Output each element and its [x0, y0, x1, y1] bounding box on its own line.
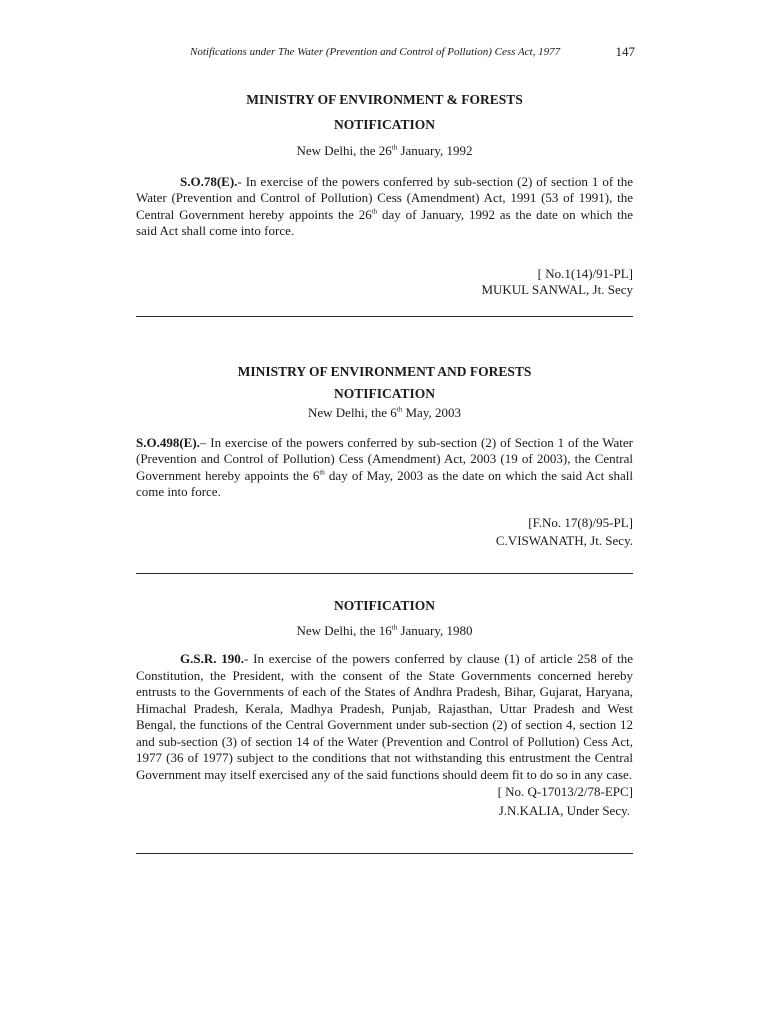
notification-3: [136, 598, 633, 819]
running-title: Notifications under The Water (Prevention and Control of Pollution) Cess Act, 1977: [190, 46, 561, 58]
notification-1: [136, 92, 633, 299]
notification-body: S.O.498(E).– In exercise of the powers conferred by sub-section (2) of Section 1 of the Water (Prevention and Control of Pollution) Cess (Amendment) Act, 2003 (19 of 2003), the Central Government hereby appoints the 6th day of May, 2003 as the date on which the said Act shall come into force.: [136, 434, 633, 499]
notification-date: New Delhi, the 16th January, 1980: [296, 622, 473, 638]
order-number: S.O.498(E).: [136, 434, 200, 450]
notification-title: NOTIFICATION: [333, 598, 435, 613]
ministry-heading: MINISTRY OF ENVIRONMENT & FORESTS: [246, 92, 523, 107]
notification-date: New Delhi, the 26th January, 1992: [296, 143, 473, 158]
notification-date: New Delhi, the 6th May, 2003: [307, 405, 461, 420]
notification-title: NOTIFICATION: [333, 385, 435, 401]
reference-number: [ No.1(14)/91-PL]: [537, 265, 633, 281]
section-divider: [136, 573, 633, 574]
signatory: MUKUL SANWAL, Jt. Secy: [481, 282, 633, 297]
notification-title: NOTIFICATION: [333, 116, 435, 132]
section-divider: [136, 316, 633, 317]
ministry-heading: MINISTRY OF ENVIRONMENT AND FORESTS: [237, 364, 532, 379]
running-header: [190, 44, 635, 62]
page-number: 147: [615, 44, 635, 59]
reference-number: [ No. Q-17013/2/78-EPC]: [497, 784, 633, 799]
order-number: S.O.78(E).: [180, 173, 238, 189]
notification-2: [136, 364, 633, 550]
order-number: G.S.R. 190.: [180, 651, 245, 666]
notification-body: S.O.78(E).- In exercise of the powers conferred by sub-section (2) of section 1 of the Water (Prevention and Control of Pollution) Cess (Amendment) Act, 1991 (53 of 1991), the Central Government hereby appoints the 26th day of January, 1992 as the date on which the said Act shall come into force.: [136, 173, 633, 238]
signatory: C.VISWANATH, Jt. Secy.: [495, 533, 633, 548]
signatory: J.N.KALIA, Under Secy.: [498, 802, 630, 818]
reference-number: [F.No. 17(8)/95-PL]: [528, 514, 633, 530]
section-divider: [136, 853, 633, 854]
notification-body: G.S.R. 190.- In exercise of the powers conferred by clause (1) of article 258 of the Constitution, the President, with the consent of the State Governments concerned hereby entrusts to the Governments of each of the States of Andhra Pradesh, Bihar, Gujarat, Haryana, Himachal Pradesh, Kerala, Madhya Pradesh, Punjab, Rajasthan, Uttar Pradesh and West Bengal, the functions of the Central Government under sub-section (2) of section 4, section 12 and sub-section (3) of section 14 of the Water (Prevention and Control of Pollution) Cess Act, 1977 (36 of 1977) subject to the conditions that not withstanding this entrustment the Central Government may itself exercised any of the said functions should deem fit to do so in any case.: [136, 651, 634, 782]
